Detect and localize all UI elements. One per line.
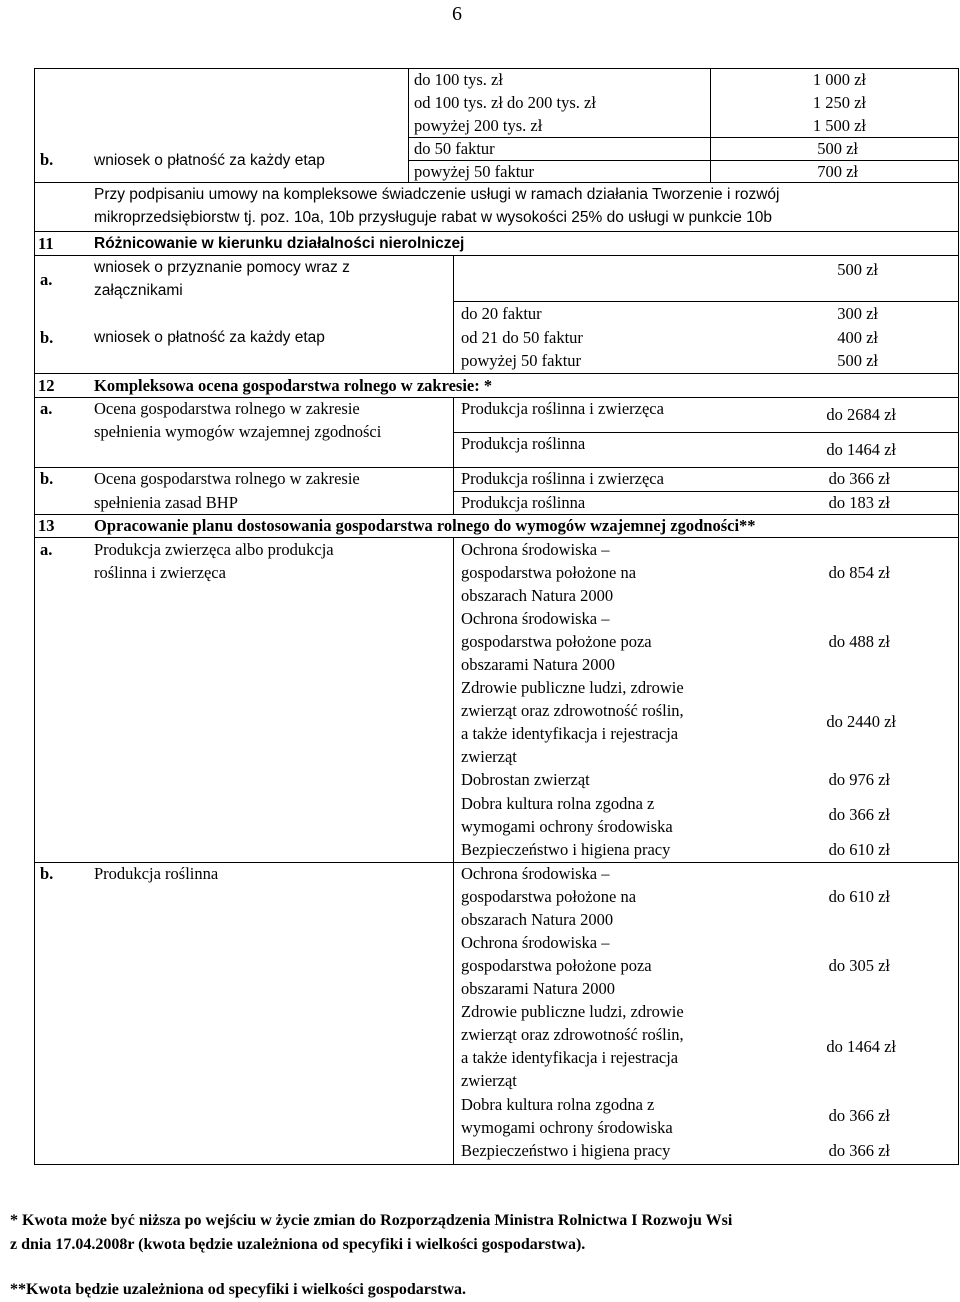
item-letter: b. [40, 864, 54, 883]
item-value: do 2440 zł [826, 712, 896, 731]
requirement-line: obszarach Natura 2000 [461, 586, 614, 605]
range-value: 1 500 zł [812, 116, 866, 135]
discount-note-line: Przy podpisaniu umowy na kompleksowe świadczenie usługi w ramach działania Tworzenie i rozwój [94, 186, 780, 203]
requirement-line: Ochrona środowiska – [461, 540, 610, 559]
item-label: Ocena gospodarstwa rolnego w zakresie [94, 469, 360, 488]
item-label: Ocena gospodarstwa rolnego w zakresie [94, 399, 360, 418]
item-label: Produkcja roślinna [94, 864, 219, 883]
range-value: 1 000 zł [812, 70, 866, 89]
requirement-line: Zdrowie publiczne ludzi, zdrowie [461, 678, 684, 697]
range-option: powyżej 200 tys. zł [414, 116, 543, 135]
requirement-line: gospodarstwa położone poza [461, 956, 652, 975]
item-label: wniosek o płatność za każdy etap [94, 152, 325, 169]
production-option: Produkcja roślinna [461, 493, 586, 512]
footnote-line: * Kwota może być niższa po wejściu w życie zmian do Rozporządzenia Ministra Rolnictwa I Rozwoju Wsi [10, 1212, 733, 1229]
section-number: 12 [38, 376, 55, 395]
requirement-line: wymogami ochrony środowiska [461, 817, 673, 836]
item-letter: b. [40, 469, 54, 488]
invoice-option: do 50 faktur [414, 139, 495, 158]
item-value: do 366 zł [828, 469, 890, 488]
range-value: 1 250 zł [812, 93, 866, 112]
requirement-line: a także identyfikacja i rejestracja [461, 724, 679, 743]
section-title: Opracowanie planu dostosowania gospodarstwa rolnego do wymogów wzajemnej zgodności** [94, 516, 756, 535]
item-value: do 1464 zł [826, 440, 896, 459]
requirement-line: Ochrona środowiska – [461, 933, 610, 952]
requirement-line: Dobra kultura rolna zgodna z [461, 794, 655, 813]
range-option: do 100 tys. zł [414, 70, 503, 89]
item-value: do 183 zł [828, 493, 890, 512]
section-title: Kompleksowa ocena gospodarstwa rolnego w zakresie: * [94, 376, 493, 395]
item-value: do 2684 zł [826, 405, 896, 424]
invoice-value: 500 zł [837, 351, 878, 370]
requirement-line: Dobrostan zwierząt [461, 770, 590, 789]
item-value: do 1464 zł [826, 1037, 896, 1056]
item-label: załącznikami [94, 282, 183, 299]
requirement-line: Zdrowie publiczne ludzi, zdrowie [461, 1002, 684, 1021]
item-label: Produkcja zwierzęca albo produkcja [94, 540, 334, 559]
requirement-line: zwierząt oraz zdrowotność roślin, [461, 701, 684, 720]
discount-note-line: mikroprzedsiębiorstw tj. poz. 10a, 10b przysługuje rabat w wysokości 25% do usługi w punkcie 10b [94, 209, 773, 226]
invoice-value: 500 zł [817, 139, 858, 158]
item-letter: b. [40, 328, 54, 347]
section-number: 13 [38, 516, 55, 535]
requirement-line: a także identyfikacja i rejestracja [461, 1048, 679, 1067]
item-letter: a. [40, 540, 53, 559]
invoice-option: powyżej 50 faktur [414, 162, 535, 181]
requirement-line: Ochrona środowiska – [461, 864, 610, 883]
item-value: do 976 zł [828, 770, 890, 789]
range-option: od 100 tys. zł do 200 tys. zł [414, 93, 596, 112]
invoice-value: 700 zł [817, 162, 858, 181]
requirement-line: zwierząt [461, 747, 517, 766]
invoice-value: 400 zł [837, 328, 878, 347]
footnote-line: z dnia 17.04.2008r (kwota będzie uzależniona od specyfiki i wielkości gospodarstwa). [10, 1236, 586, 1253]
invoice-value: 300 zł [837, 304, 878, 323]
invoice-option: powyżej 50 faktur [461, 351, 582, 370]
requirement-line: wymogami ochrony środowiska [461, 1118, 673, 1137]
item-label: wniosek o przyznanie pomocy wraz z [94, 259, 350, 276]
requirement-line: Dobra kultura rolna zgodna z [461, 1095, 655, 1114]
item-value: do 610 zł [828, 840, 890, 859]
production-option: Produkcja roślinna [461, 434, 586, 453]
item-label: spełnienia zasad BHP [94, 493, 238, 512]
requirement-line: Bezpieczeństwo i higiena pracy [461, 840, 671, 859]
item-value: do 488 zł [828, 632, 890, 651]
requirement-line: gospodarstwa położone poza [461, 632, 652, 651]
footnote-line: **Kwota będzie uzależniona od specyfiki i wielkości gospodarstwa. [10, 1281, 467, 1298]
requirement-line: gospodarstwa położone na [461, 563, 637, 582]
item-letter: b. [40, 150, 54, 169]
section-title: Różnicowanie w kierunku działalności nierolniczej [94, 235, 465, 252]
item-value: do 366 zł [828, 805, 890, 824]
requirement-line: Ochrona środowiska – [461, 609, 610, 628]
item-letter: a. [40, 270, 53, 289]
invoice-option: od 21 do 50 faktur [461, 328, 583, 347]
item-value: do 305 zł [828, 956, 890, 975]
item-value: do 610 zł [828, 887, 890, 906]
item-letter: a. [40, 399, 53, 418]
item-value: do 366 zł [828, 1106, 890, 1125]
item-label: spełnienia wymogów wzajemnej zgodności [94, 422, 382, 441]
page-number: 6 [452, 3, 462, 25]
item-label: roślinna i zwierzęca [94, 563, 226, 582]
production-option: Produkcja roślinna i zwierzęca [461, 469, 664, 488]
item-value: do 366 zł [828, 1141, 890, 1160]
requirement-line: obszarami Natura 2000 [461, 979, 615, 998]
item-value: 500 zł [837, 260, 878, 279]
requirement-line: zwierząt oraz zdrowotność roślin, [461, 1025, 684, 1044]
item-value: do 854 zł [828, 563, 890, 582]
requirement-line: obszarami Natura 2000 [461, 655, 615, 674]
invoice-option: do 20 faktur [461, 304, 542, 323]
requirement-line: zwierząt [461, 1071, 517, 1090]
requirement-line: gospodarstwa położone na [461, 887, 637, 906]
requirement-line: Bezpieczeństwo i higiena pracy [461, 1141, 671, 1160]
production-option: Produkcja roślinna i zwierzęca [461, 399, 664, 418]
section-number: 11 [38, 234, 54, 253]
item-label: wniosek o płatność za każdy etap [94, 329, 325, 346]
requirement-line: obszarach Natura 2000 [461, 910, 614, 929]
